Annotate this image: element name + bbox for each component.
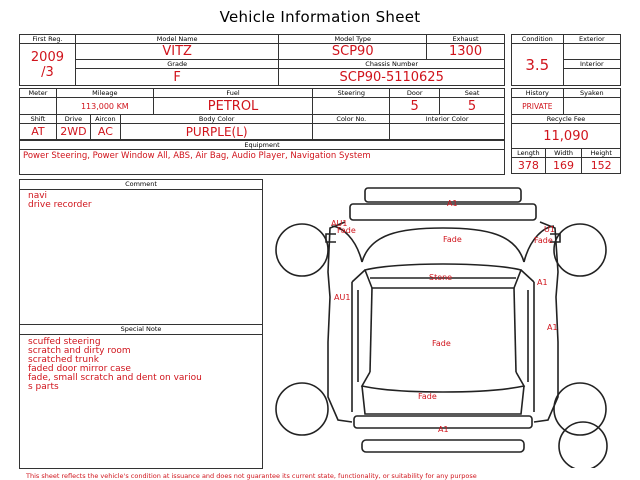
note-line: s parts	[28, 382, 59, 392]
equipment-value: Power Steering, Power Window All, ABS, Air Bag, Audio Player, Navigation System	[20, 150, 505, 175]
comment-line: navi	[28, 191, 48, 201]
hood-outline	[362, 228, 524, 262]
damage-right-rear-door: A1	[547, 323, 558, 332]
history-value: PRIVATE	[512, 98, 564, 115]
grade-label: Grade	[75, 60, 278, 69]
meter-label: Meter	[20, 89, 57, 98]
mileage-value: 113,000 KM	[56, 98, 153, 115]
exterior-value	[563, 44, 620, 60]
rear-window-outline	[362, 372, 524, 392]
damage-rear-bumper: A1	[438, 425, 449, 434]
disclaimer-footer: This sheet reflects the vehicle's condition at issuance and does not guarantee its current state, functionality, or suitability for any purpose	[26, 472, 477, 480]
color-no-label: Color No.	[313, 115, 390, 124]
recycle-fee-value: 11,090	[512, 124, 621, 149]
mileage-label: Mileage	[56, 89, 153, 98]
model-name-value: VITZ	[75, 44, 278, 60]
damage-right-front-fender: A1	[537, 278, 548, 287]
color-table	[19, 114, 505, 140]
color-no-value	[313, 124, 390, 140]
exhaust-label: Exhaust	[427, 35, 505, 44]
damage-left-mirror: AU1	[331, 219, 348, 228]
rear-left-wheel	[276, 383, 328, 435]
special-note-box	[19, 324, 263, 469]
steering-label: Steering	[313, 89, 390, 98]
condition-table	[511, 34, 621, 86]
comment-line: drive recorder	[28, 200, 92, 210]
chassis-label: Chassis Number	[279, 60, 505, 69]
door-value: 5	[390, 98, 440, 115]
shift-label: Shift	[20, 115, 57, 124]
damage-roof: Fade	[432, 339, 451, 348]
chassis-value: SCP90-5110625	[279, 69, 505, 86]
length-value: 378	[512, 158, 546, 174]
seat-label: Seat	[440, 89, 505, 98]
model-type-label: Model Type	[279, 35, 427, 44]
first-reg-value: 2009 /3	[20, 44, 76, 86]
front-grille-outline	[350, 204, 536, 220]
interior-value	[563, 69, 620, 86]
exhaust-value: 1300	[427, 44, 505, 60]
width-value: 169	[545, 158, 582, 174]
note-line: scuffed steering	[28, 337, 101, 347]
damage-right-mirror-fade: Fade	[534, 236, 553, 245]
special-note-label: Special Note	[20, 325, 262, 335]
damage-left-mirror-fade: Fade	[337, 226, 356, 235]
special-note-text	[20, 335, 262, 392]
equipment-table	[19, 140, 505, 175]
front-left-wheel	[276, 224, 328, 276]
body-color-label: Body Color	[120, 115, 313, 124]
damage-front-bumper: A1	[447, 199, 458, 208]
seat-value: 5	[440, 98, 505, 115]
history-label: History	[512, 89, 564, 98]
dimensions-table	[511, 148, 621, 174]
front-bumper-outline	[365, 188, 521, 202]
history-table	[511, 88, 621, 115]
steering-value	[313, 98, 390, 115]
left-cabin-line	[370, 288, 372, 372]
page-title: Vehicle Information Sheet	[219, 8, 421, 26]
height-value: 152	[582, 158, 621, 174]
recycle-fee-label: Recycle Fee	[512, 115, 621, 124]
damage-rear-window: Fade	[418, 392, 437, 401]
equipment-label: Equipment	[20, 141, 505, 150]
left-mirror	[326, 234, 336, 242]
vehicle-info-table	[19, 34, 505, 86]
model-type-value: SCP90	[279, 44, 427, 60]
comment-text	[20, 190, 262, 210]
front-right-wheel	[554, 224, 606, 276]
drive-label: Drive	[56, 115, 90, 124]
note-line: scratch and dirty room	[28, 346, 131, 356]
note-line: scratched trunk	[28, 355, 99, 365]
meter-value	[20, 98, 57, 115]
exterior-label: Exterior	[563, 35, 620, 44]
aircon-label: Aircon	[90, 115, 120, 124]
note-line: fade, small scratch and dent on variou	[28, 373, 202, 383]
damage-hood: Fade	[443, 235, 462, 244]
door-label: Door	[390, 89, 440, 98]
rear-bumper-lower	[362, 440, 524, 452]
right-a-pillar	[521, 270, 534, 282]
grade-value: F	[75, 69, 278, 86]
comment-box	[19, 179, 263, 325]
syaken-value	[563, 98, 620, 115]
comment-label: Comment	[20, 180, 262, 190]
left-a-pillar	[352, 270, 365, 282]
spare-wheel	[559, 422, 607, 468]
fuel-label: Fuel	[153, 89, 313, 98]
fuel-value: PETROL	[153, 98, 313, 115]
body-color-value: PURPLE(L)	[120, 124, 313, 140]
condition-value: 3.5	[512, 44, 564, 86]
right-cabin-line	[514, 288, 516, 372]
interior-color-label: Interior Color	[390, 115, 505, 124]
damage-right-mirror: U1	[544, 225, 555, 234]
recycle-fee-table	[511, 114, 621, 149]
first-reg-label: First Reg.	[20, 35, 76, 44]
note-line: faded door mirror case	[28, 364, 131, 374]
interior-label: Interior	[563, 60, 620, 69]
damage-left-front-door: AU1	[334, 293, 351, 302]
width-label: Width	[545, 149, 582, 158]
details-table	[19, 88, 505, 115]
left-body-side	[328, 222, 352, 422]
model-name-label: Model Name	[75, 35, 278, 44]
aircon-value: AC	[90, 124, 120, 140]
damage-windshield: Stone	[429, 273, 453, 282]
syaken-label: Syaken	[563, 89, 620, 98]
condition-label: Condition	[512, 35, 564, 44]
length-label: Length	[512, 149, 546, 158]
shift-value: AT	[20, 124, 57, 140]
drive-value: 2WD	[56, 124, 90, 140]
interior-color-value	[390, 124, 505, 140]
height-label: Height	[582, 149, 621, 158]
